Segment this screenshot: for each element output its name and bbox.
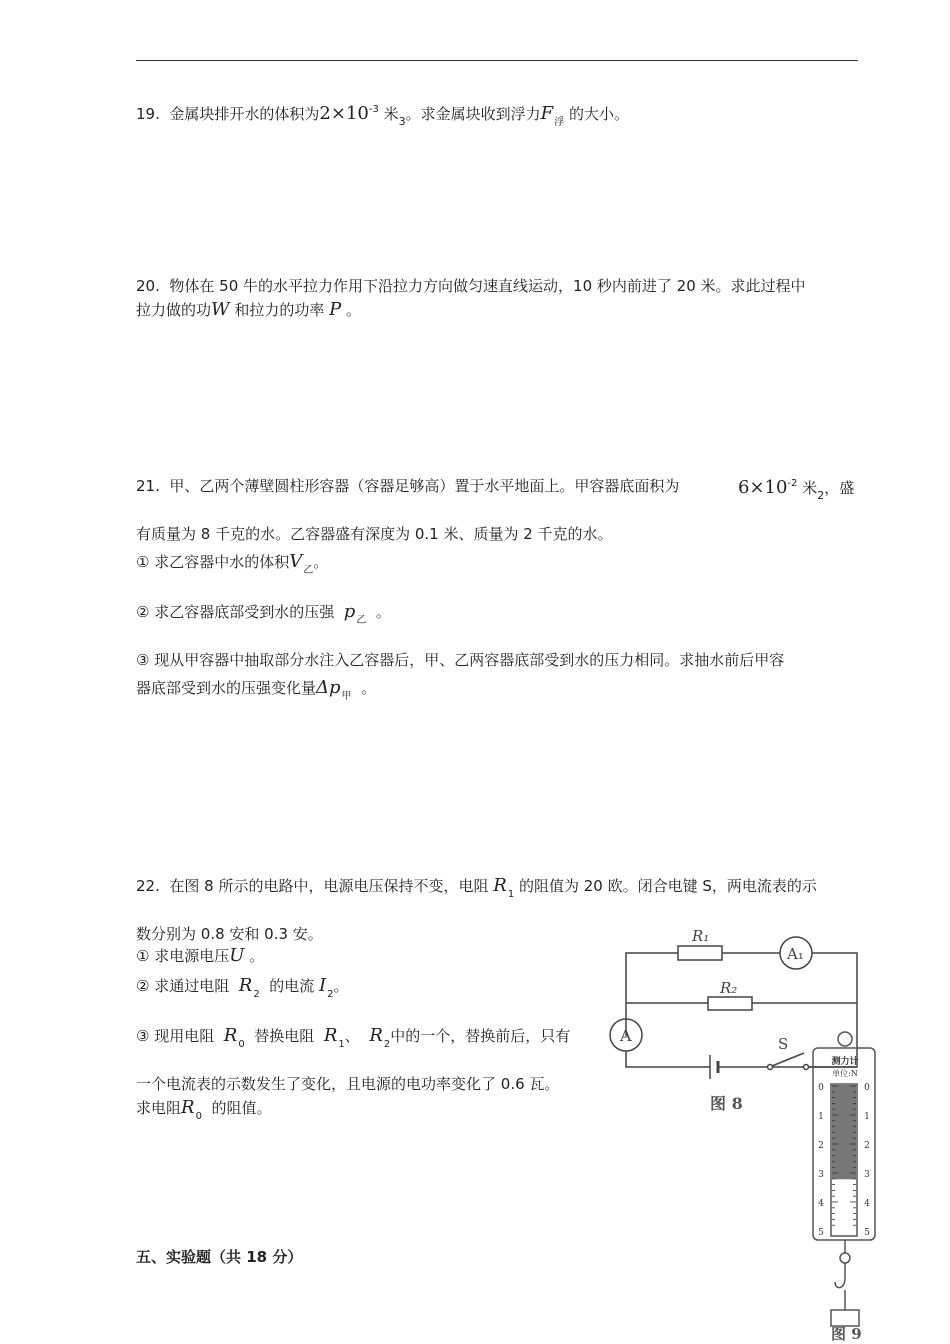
scale-title: 测力计 (831, 1057, 859, 1067)
figure-9-caption: 图 9 (831, 1325, 862, 1342)
header-rule (136, 60, 858, 61)
tick-label-right-2: 2 (864, 1141, 870, 1151)
section-heading: 五、实验题（共 18 分） (136, 1248, 303, 1266)
question-22-sub3-line1: ③ 现用电阻 $R_0$ 替换电阻 $R_1$、 $R_2$中的一个，替换前后，只有 (136, 1025, 571, 1050)
figure-8-caption: 图 8 (710, 1094, 743, 1113)
tick-label-right-3: 3 (864, 1170, 870, 1180)
label-a1: A₁ (787, 945, 804, 963)
question-20-line1: 20. 物体在 50 牛的水平拉力作用下沿拉力方向做匀速直线运动，10 秒内前进了 20 米。求此过程中 (136, 277, 806, 295)
tick-label-right-5: 5 (864, 1228, 870, 1238)
question-19: 19. 金属块排开水的体积为$2\times 10^{-3}$ 米$_3$。求金属块收到浮力$F_浮$ 的大小。 (136, 103, 629, 128)
scale-unit: 单位:N (832, 1069, 858, 1078)
question-22-line2: 数分别为 0.8 安和 0.3 安。 (136, 925, 323, 943)
tick-label-right-1: 1 (864, 1112, 870, 1122)
tick-label-left-1: 1 (818, 1112, 824, 1122)
question-22-sub2: ② 求通过电阻 $R_2$ 的电流 $I_2$。 (136, 975, 349, 1000)
label-r1: R₁ (692, 927, 710, 945)
question-21-sub2: ② 求乙容器底部受到水的压强 $p_乙$ 。 (136, 601, 391, 626)
tick-label-right-4: 4 (864, 1199, 870, 1209)
question-21-line1: 21. 甲、乙两个薄壁圆柱形容器（容器足够高）置于水平地面上。甲容器底面积为 (136, 477, 680, 495)
tick-label-left-4: 4 (818, 1199, 824, 1209)
question-22-line1: 22. 在图 8 所示的电路中，电源电压保持不变，电阻 $R_1$ 的阻值为 20 欧。闭合电键 S，两电流表的示 (136, 875, 817, 900)
scale-fill (832, 1085, 856, 1179)
label-switch: S (778, 1035, 789, 1053)
tick-label-right-0: 0 (864, 1083, 870, 1093)
question-22-sub1: ① 求电源电压U 。 (136, 945, 265, 966)
tick-label-left-0: 0 (818, 1083, 824, 1093)
question-22-sub3-line2: 一个电流表的示数发生了变化，且电源的电功率变化了 0.6 瓦。 (136, 1075, 560, 1093)
question-22-sub3-line3: 求电阻$R_0$ 的阻值。 (136, 1097, 272, 1122)
question-21-line2: 有质量为 8 千克的水。乙容器盛有深度为 0.1 米、质量为 2 千克的水。 (136, 525, 613, 543)
question-21-sub3-line1: ③ 现从甲容器中抽取部分水注入乙容器后，甲、乙两容器底部受到水的压力相同。求抽水前后甲容 (136, 651, 785, 669)
tick-label-left-2: 2 (818, 1141, 824, 1151)
label-r2: R₂ (720, 979, 738, 997)
weight-block (831, 1310, 859, 1326)
question-21-sub3-line2: 器底部受到水的压强变化量$\Delta p_甲$ 。 (136, 677, 377, 702)
figure-9-spring-scale (805, 1028, 880, 1342)
resistor-r1 (678, 946, 722, 960)
question-21-area-value: $6\times 10^{-2}$ 米$_2$，盛 (738, 477, 855, 502)
label-a: A (620, 1026, 632, 1045)
question-21-sub1: ① 求乙容器中水的体积$V_乙$。 (136, 551, 329, 576)
resistor-r2 (708, 997, 752, 1010)
hook (835, 1278, 845, 1288)
top-ring (838, 1032, 852, 1046)
question-20-line2: 拉力做的功W 和拉力的功率 P 。 (136, 299, 362, 320)
tick-label-left-5: 5 (818, 1228, 824, 1238)
tick-label-left-3: 3 (818, 1170, 824, 1180)
